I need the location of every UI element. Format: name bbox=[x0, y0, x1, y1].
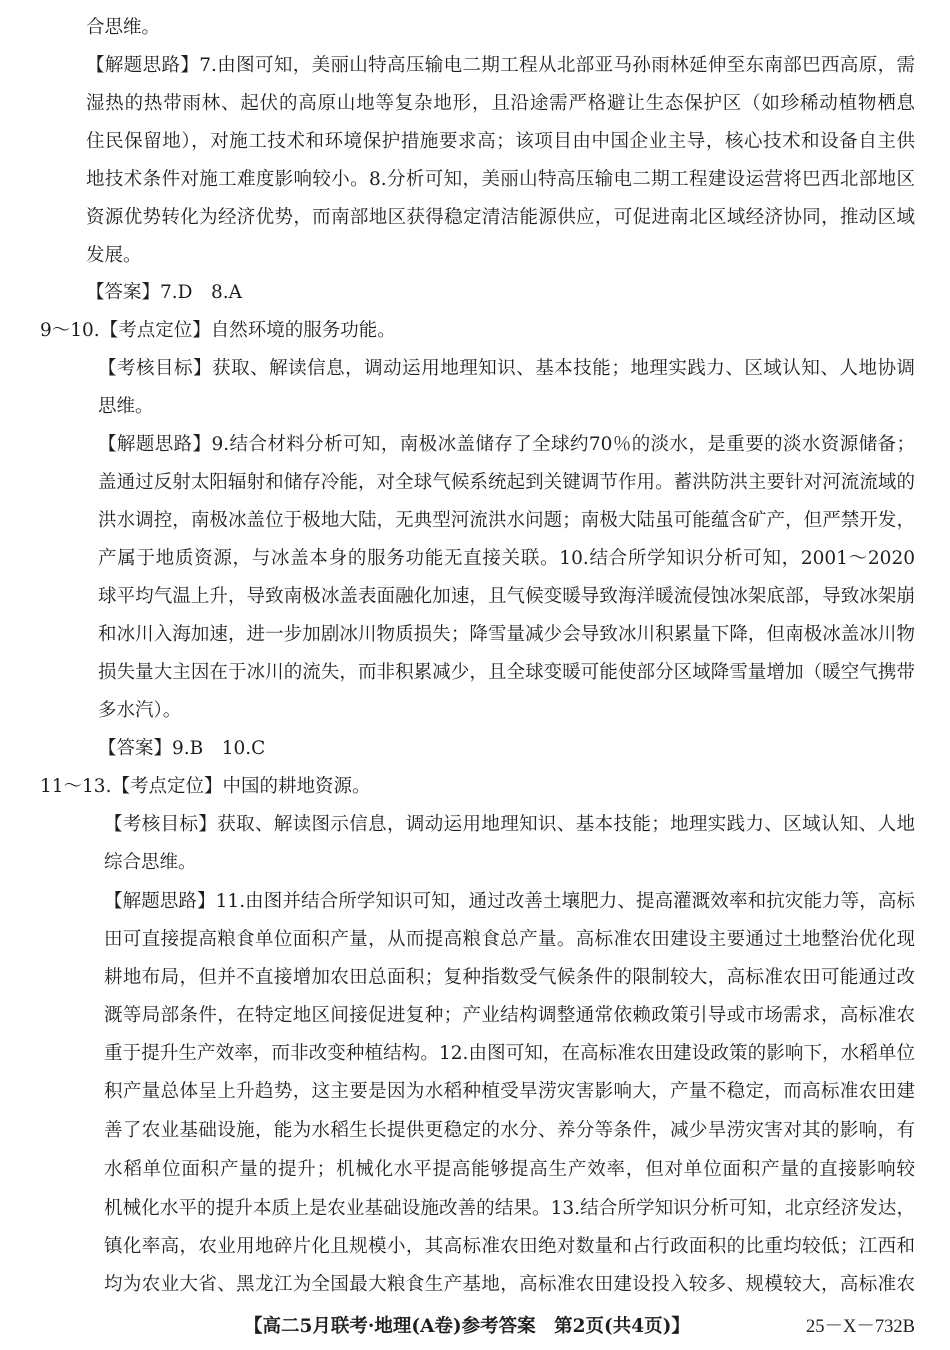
text-line: 地技术条件对施工难度影响较小。8.分析可知，美丽山特高压输电二期工程建设运营将巴西北部地区 bbox=[86, 169, 915, 190]
text-line: 住民保留地），对施工技术和环境保护措施要求高；该项目由中国企业主导，核心技术和设备自主供 bbox=[86, 131, 915, 152]
text-line: 合思维。 bbox=[86, 17, 161, 38]
assessment-goal-9-10: 【考核目标】获取、解读信息，调动运用地理知识、基本技能；地理实践力、区域认知、人地协调 bbox=[98, 358, 915, 379]
assessment-goal-11-13: 【考核目标】获取、解读图示信息，调动运用地理知识、基本技能；地理实践力、区域认知、人地 bbox=[104, 814, 915, 835]
text-line: 产属于地质资源，与冰盖本身的服务功能无直接关联。10.结合所学知识分析可知，2001～2020 bbox=[98, 548, 915, 569]
text-line: 球平均气温上升，导致南极冰盖表面融化加速，且气候变暖导致海洋暖流侵蚀冰架底部，导致冰架崩 bbox=[98, 586, 915, 607]
text-line: 盖通过反射太阳辐射和储存冷能，对全球气候系统起到关键调节作用。蓄洪防洪主要针对河流流域的 bbox=[98, 472, 915, 493]
answer-7-8: 【答案】7.D 8.A bbox=[86, 282, 242, 303]
text-line: 损失量大主因在于冰川的流失，而非积累减少，且全球变暖可能使部分区域降雪量增加（暖空气携带 bbox=[98, 662, 915, 683]
text-line: 机械化水平的提升本质上是农业基础设施改善的结果。13.结合所学知识分析可知，北京经济发达， bbox=[104, 1198, 915, 1219]
text-line: 洪水调控，南极冰盖位于极地大陆，无典型河流洪水问题；南极大陆虽可能蕴含矿产，但严禁开发， bbox=[98, 510, 915, 531]
text-line: 水稻单位面积产量的提升；机械化水平提高能够提高生产效率，但对单位面积产量的直接影响较 bbox=[104, 1159, 915, 1180]
solution-paragraph-9-10: 【解题思路】9.结合材料分析可知，南极冰盖储存了全球约70％的淡水，是重要的淡水资源储备； bbox=[98, 434, 915, 455]
text-line: 溉等局部条件，在特定地区间接促进复种；产业结构调整通常依赖政策引导或市场需求，高标准农 bbox=[104, 1005, 915, 1026]
document-code: 25－X－732B bbox=[806, 1317, 915, 1337]
section-heading-11-13: 11～13.【考点定位】中国的耕地资源。 bbox=[40, 776, 371, 797]
text-line: 田可直接提高粮食单位面积产量，从而提高粮食总产量。高标准农田建设主要通过土地整治优化现 bbox=[104, 929, 915, 950]
text-line: 重于提升生产效率，而非改变种植结构。12.由图可知，在高标准农田建设政策的影响下，水稻单位 bbox=[104, 1043, 915, 1064]
text-line: 善了农业基础设施，能为水稻生长提供更稳定的水分、养分等条件，减少旱涝灾害对其的影响，有 bbox=[104, 1120, 915, 1141]
text-line: 多水汽）。 bbox=[98, 700, 182, 721]
text-line: 积产量总体呈上升趋势，这主要是因为水稻种植受旱涝灾害影响大，产量不稳定，而高标准农田建 bbox=[104, 1081, 915, 1102]
text-line: 思维。 bbox=[98, 396, 154, 417]
text-line: 综合思维。 bbox=[104, 852, 197, 873]
solution-paragraph-7-8: 【解题思路】7.由图可知，美丽山特高压输电二期工程从北部亚马孙雨林延伸至东南部巴西高原，需 bbox=[86, 55, 915, 76]
text-line: 湿热的热带雨林、起伏的高原山地等复杂地形，且沿途需严格避让生态保护区（如珍稀动植物栖息 bbox=[86, 93, 915, 114]
text-line: 耕地布局，但并不直接增加农田总面积；复种指数受气候条件的限制较大，高标准农田可能通过改 bbox=[104, 967, 915, 988]
text-line: 均为农业大省、黑龙江为全国最大粮食生产基地，高标准农田建设投入较多、规模较大，高标准农 bbox=[104, 1274, 915, 1295]
text-line: 资源优势转化为经济优势，而南部地区获得稳定清洁能源供应，可促进南北区域经济协同，推动区域 bbox=[86, 207, 915, 228]
text-line: 和冰川入海加速，进一步加剧冰川物质损失；降雪量减少会导致冰川积累量下降，但南极冰盖冰川物 bbox=[98, 624, 915, 645]
answer-9-10: 【答案】9.B 10.C bbox=[98, 738, 266, 759]
solution-paragraph-11-13: 【解题思路】11.由图并结合所学知识可知，通过改善土壤肥力、提高灌溉效率和抗灾能力等，高标 bbox=[104, 891, 915, 912]
section-heading-9-10: 9～10.【考点定位】自然环境的服务功能。 bbox=[40, 320, 396, 341]
text-line: 镇化率高，农业用地碎片化且规模小，其高标准农田绝对数量和占行政面积的比重均较低；江西和 bbox=[104, 1236, 915, 1257]
text-line: 发展。 bbox=[86, 245, 142, 266]
page-footer-title: 【高二5月联考·地理(A卷)参考答案 第2页(共4页)】 bbox=[244, 1316, 690, 1337]
